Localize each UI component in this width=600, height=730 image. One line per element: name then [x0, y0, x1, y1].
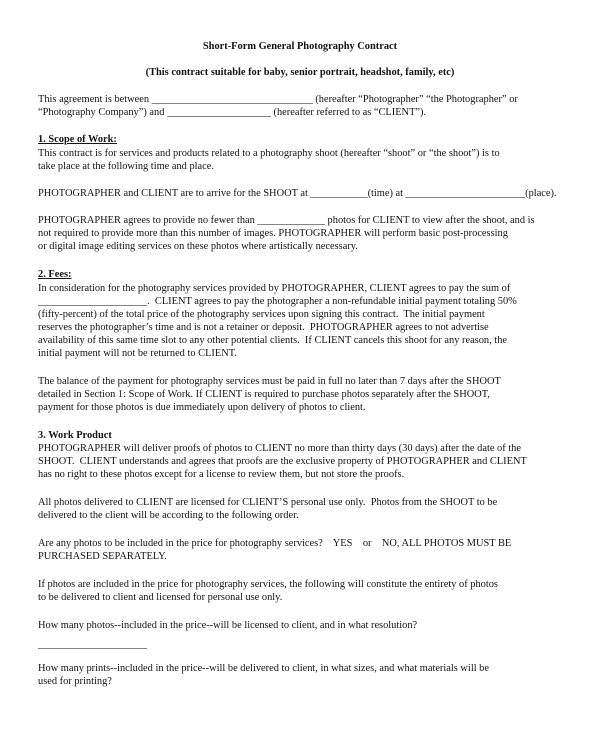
paragraph-line: initial payment will not be returned to CLIENT. — [38, 348, 237, 359]
paragraph-line: (fifty-percent) of the total price of the photography services upon signing this contract. The initial payment — [38, 309, 485, 320]
paragraph-line: not required to provide more than this number of images. PHOTOGRAPHER will perform basic post-processing — [38, 228, 508, 239]
paragraph-line: The balance of the payment for photography services must be paid in full no later than 7 days after the SHOOT — [38, 376, 501, 387]
section-heading-scope: 1. Scope of Work: — [38, 134, 117, 145]
intro-line: “Photography Company”) and ____________________ (hereafter referred to as “CLIENT”). — [38, 107, 427, 118]
paragraph-line: delivered to the client will be according to the following order. — [38, 510, 299, 521]
intro-line: This agreement is between _______________________________ (hereafter “Photographer” “the Photographer” or — [38, 94, 518, 105]
paragraph-line: How many prints--included in the price--will be delivered to client, in what sizes, and what materials will be — [38, 663, 489, 674]
paragraph-line: In consideration for the photography services provided by PHOTOGRAPHER, CLIENT agrees to pay the sum of — [38, 283, 511, 294]
paragraph-line: reserves the photographer’s time and is not a retainer or deposit. PHOTOGRAPHER agrees to not advertise — [38, 322, 489, 333]
paragraph-line: take place at the following time and place. — [38, 161, 214, 172]
paragraph-line: has no right to these photos except for a license to review them, but not store the proofs. — [38, 469, 405, 480]
paragraph-line: Are any photos to be included in the price for photography services? YES or NO, ALL PHOTOS MUST BE — [38, 538, 512, 549]
paragraph-line: PHOTOGRAPHER agrees to provide no fewer than _____________ photos for CLIENT to view after the shoot, and is — [38, 215, 535, 226]
paragraph-line: payment for those photos is due immediately upon delivery of photos to client. — [38, 402, 366, 413]
paragraph-line: or digital image editing services on these photos where artistically necessary. — [38, 241, 358, 252]
page-subtitle: (This contract suitable for baby, senior portrait, headshot, family, etc) — [145, 67, 455, 78]
paragraph-line: PHOTOGRAPHER will deliver proofs of photos to CLIENT no more than thirty days (30 days) after the date of the — [38, 443, 521, 454]
paragraph-line: PURCHASED SEPARATELY. — [38, 551, 167, 562]
blank-line: _____________________ — [38, 639, 148, 650]
paragraph-line: All photos delivered to CLIENT are licensed for CLIENT’S personal use only. Photos from the SHOOT to be — [38, 497, 498, 508]
paragraph-line: to be delivered to client and licensed for personal use only. — [38, 592, 283, 603]
paragraph-line: This contract is for services and products related to a photography shoot (hereafter “shoot” or “the shoot”) is to — [38, 148, 500, 159]
paragraph-line: used for printing? — [38, 676, 112, 687]
paragraph-line: How many photos--included in the price--will be licensed to client, and in what resolution? — [38, 620, 418, 631]
paragraph-line: availability of this same time slot to any other potential clients. If CLIENT cancels this shoot for any reason, the — [38, 335, 508, 346]
section-heading-fees: 2. Fees: — [38, 269, 72, 280]
section-heading-work-product: 3. Work Product — [38, 430, 112, 441]
paragraph-line: PHOTOGRAPHER and CLIENT are to arrive for the SHOOT at ___________(time) at _______________________(place). — [38, 188, 557, 199]
paragraph-line: If photos are included in the price for photography services, the following will constitute the entirety of photos — [38, 579, 498, 590]
paragraph-line: SHOOT. CLIENT understands and agrees that proofs are the exclusive property of PHOTOGRAPHER and CLIENT — [38, 456, 527, 467]
paragraph-line: _____________________. CLIENT agrees to pay the photographer a non-refundable initial payment totaling 50% — [38, 296, 517, 307]
page-title: Short-Form General Photography Contract — [202, 41, 398, 52]
paragraph-line: detailed in Section 1: Scope of Work. If CLIENT is required to purchase photos separately after the SHOOT, — [38, 389, 490, 400]
